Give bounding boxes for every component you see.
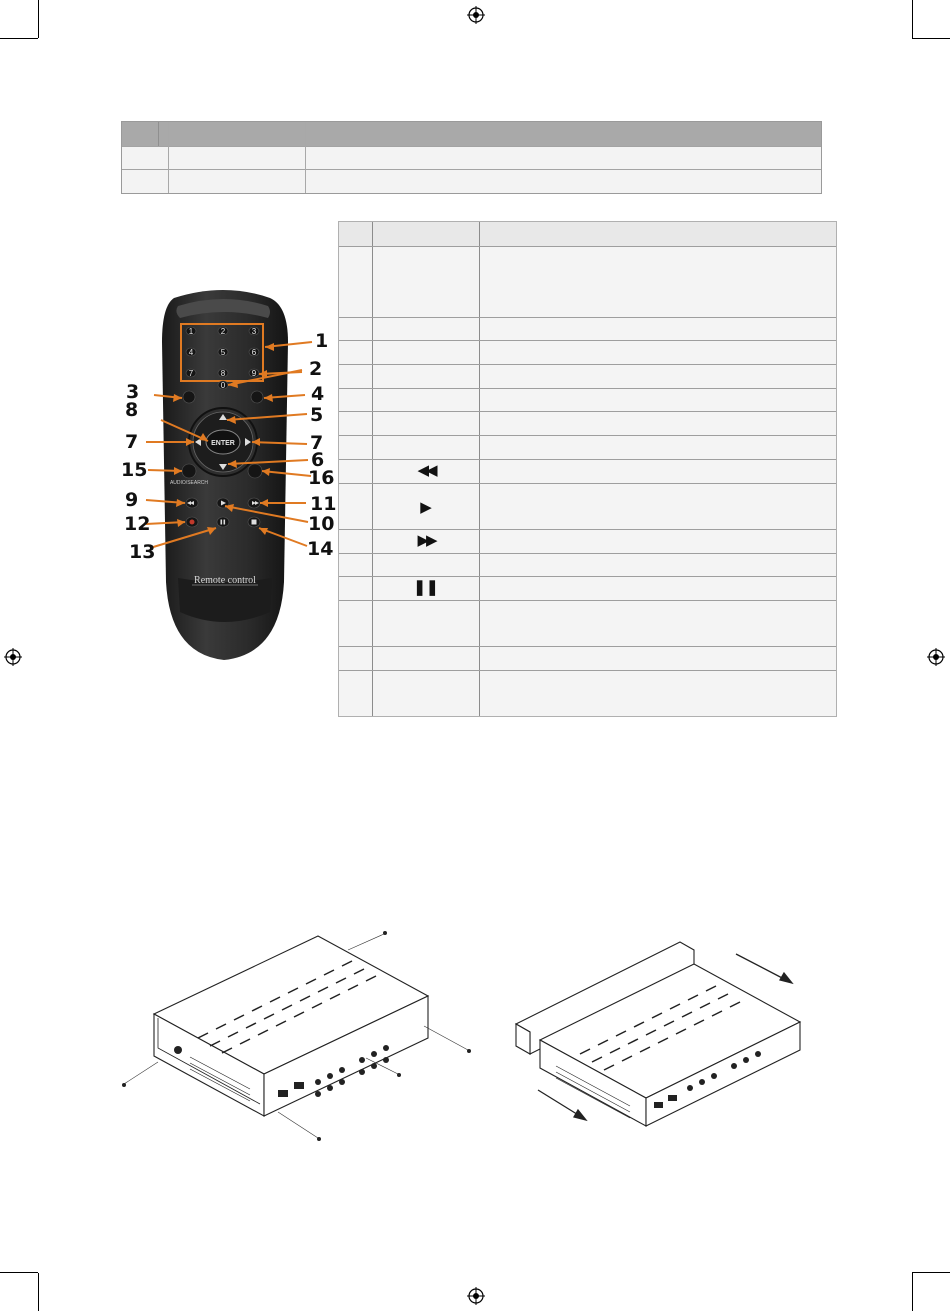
callout-16: 16 bbox=[308, 467, 335, 489]
callout-3: 3 bbox=[126, 381, 140, 403]
table-row bbox=[122, 169, 821, 193]
registration-mark-icon bbox=[927, 648, 945, 666]
arrow-icon bbox=[574, 1110, 586, 1120]
keypad-digit: 8 bbox=[220, 369, 226, 378]
keypad-digit: 5 bbox=[220, 348, 226, 357]
dvr-screw-removal-illustration bbox=[118, 922, 480, 1144]
keypad-digit: 6 bbox=[251, 348, 257, 357]
table-row bbox=[122, 146, 821, 170]
callout-1: 1 bbox=[315, 330, 329, 352]
callout-9: 9 bbox=[125, 489, 139, 511]
keypad-digit: 1 bbox=[188, 327, 194, 336]
table-header bbox=[339, 222, 836, 246]
callout-7-right: 7 bbox=[310, 432, 324, 454]
registration-mark-icon bbox=[467, 1287, 485, 1305]
callout-14: 14 bbox=[307, 538, 334, 560]
callout-5: 5 bbox=[310, 404, 324, 426]
callout-12: 12 bbox=[124, 513, 151, 535]
audio-search-label: AUDIO/SEARCH bbox=[169, 480, 209, 486]
remote-caption: Remote control bbox=[194, 575, 256, 586]
callout-10: 10 bbox=[308, 513, 335, 535]
registration-mark-icon bbox=[467, 6, 485, 24]
crop-mark bbox=[912, 1273, 913, 1311]
pause-icon: ❚❚ bbox=[413, 579, 439, 596]
front-panel-table bbox=[121, 121, 822, 194]
callout-13: 13 bbox=[129, 541, 156, 563]
crop-mark bbox=[912, 0, 913, 38]
dvr-cover-removal-illustration bbox=[510, 936, 812, 1130]
registration-mark-icon bbox=[4, 648, 22, 666]
keypad-digit: 0 bbox=[220, 381, 226, 390]
callout-15: 15 bbox=[121, 459, 148, 481]
callout-11: 11 bbox=[310, 493, 337, 515]
callout-7-left: 7 bbox=[125, 431, 139, 453]
crop-mark bbox=[38, 1273, 39, 1311]
callout-6: 6 bbox=[311, 449, 325, 471]
crop-mark bbox=[912, 1272, 950, 1273]
keypad-digit: 3 bbox=[251, 327, 257, 336]
arrow-icon bbox=[780, 973, 792, 983]
remote-function-table bbox=[338, 221, 837, 717]
crop-mark bbox=[38, 0, 39, 38]
keypad-digit: 2 bbox=[220, 327, 226, 336]
crop-mark bbox=[0, 38, 38, 39]
callout-4: 4 bbox=[311, 383, 325, 405]
keypad-digit: 9 bbox=[251, 369, 257, 378]
crop-mark bbox=[912, 38, 950, 39]
keypad-digit: 7 bbox=[188, 369, 194, 378]
table-header bbox=[122, 122, 821, 146]
callout-2: 2 bbox=[309, 358, 323, 380]
enter-label: ENTER bbox=[211, 440, 235, 447]
rewind-icon: ◀◀ bbox=[417, 462, 435, 479]
keypad-digit: 4 bbox=[188, 348, 194, 357]
play-icon: ▶ bbox=[420, 499, 432, 516]
fast-forward-icon: ▶▶ bbox=[417, 532, 435, 549]
callout-8: 8 bbox=[125, 399, 139, 421]
crop-mark bbox=[0, 1272, 38, 1273]
